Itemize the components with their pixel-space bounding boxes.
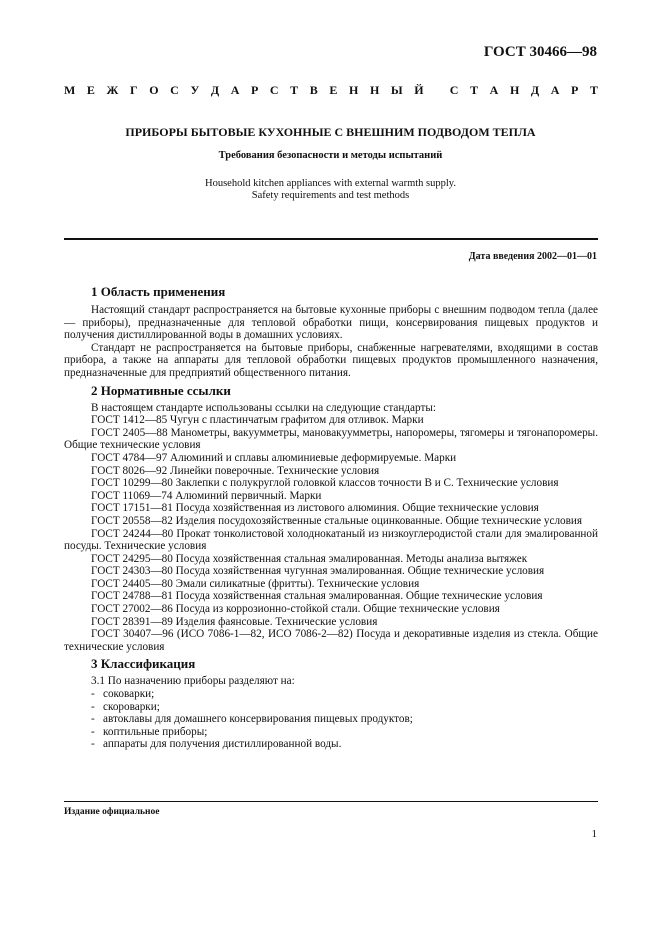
introduction-date: Дата введения 2002—01—01 (468, 251, 597, 262)
banner-letter: У (190, 83, 200, 97)
banner-letter: Р (250, 83, 259, 97)
list-dash: - (91, 700, 95, 713)
banner-letter: Н (369, 83, 380, 97)
list-dash: - (91, 725, 95, 738)
document-subtitle: Требования безопасности и методы испытаний (218, 150, 443, 161)
reference-item: ГОСТ 10299—80 Заклепки с полукруглой головкой классов точности В и С. Технические условия (91, 477, 559, 490)
banner-letter: В (309, 83, 318, 97)
document-body (64, 283, 598, 751)
banner-letter: Е (86, 83, 95, 97)
banner-letter: Р (571, 83, 579, 97)
reference-item: ГОСТ 27002—86 Посуда из коррозионно-стойкой стали. Общие технические условия (91, 603, 500, 616)
reference-item: ГОСТ 28391—89 Изделия фаянсовые. Технические условия (91, 615, 378, 628)
banner-gap (435, 83, 438, 98)
reference-item: ГОСТ 24303—80 Посуда хозяйственная чугунная эмалированная. Общие технические условия (91, 565, 545, 578)
banner-letter: Г (130, 83, 138, 97)
official-edition-label: Издание официальное (64, 807, 160, 817)
reference-item: ГОСТ 2405—88 Манометры, вакуумметры, мановакуумметры, напоромеры, тягомеры и тягонапоромеры. Общие технические условия (64, 426, 598, 452)
banner-letter: С (269, 83, 279, 97)
list-item-text: аппараты для получения дистиллированной воды. (103, 738, 342, 751)
list-item (64, 688, 598, 701)
paragraph: В настоящем стандарте использованы ссылки на следующие стандарты: (91, 401, 436, 414)
banner-letter: А (489, 83, 499, 97)
list-item-text: коптильные приборы; (103, 725, 208, 738)
banner-letter: А (230, 83, 240, 97)
paragraph: Настоящий стандарт распространяется на бытовые кухонные приборы с внешним подводом тепла (далее — приборы), предназначенные для тепловой обработки пищи, консервирования пищевых продуктов и получения дистиллированной воды в домашних условиях. (64, 304, 598, 342)
list-item-text: соковарки; (103, 688, 155, 701)
banner-letter: М (64, 83, 76, 97)
reference-item: ГОСТ 24405—80 Эмали силикатные (фритты). Технические условия (91, 577, 420, 590)
banner-letter: О (149, 83, 159, 97)
banner-letter: Д (530, 83, 540, 97)
list-item (64, 738, 598, 751)
banner-letter: Т (470, 83, 479, 97)
banner-letter: А (550, 83, 560, 97)
banner-letter: Н (349, 83, 359, 97)
page-number: 1 (591, 828, 597, 840)
banner-letter: С (170, 83, 179, 97)
section-heading-normative-references: 2 Нормативные ссылки (91, 382, 231, 398)
interstate-standard-banner (64, 83, 598, 98)
banner-letter: Д (210, 83, 220, 97)
reference-item: ГОСТ 17151—81 Посуда хозяйственная из листового алюминия. Общие технические условия (91, 502, 539, 515)
banner-letter: Ж (106, 83, 119, 97)
list-dash: - (91, 738, 95, 751)
list-dash: - (91, 713, 95, 726)
banner-letter: Е (329, 83, 338, 97)
header-divider (64, 238, 598, 240)
reference-item: ГОСТ 24244—80 Прокат тонколистовой холоднокатаный из низкоуглеродистой стали для эмалированной посуды. Технические условия (64, 527, 598, 553)
reference-item: ГОСТ 1412—85 Чугун с пластинчатым графитом для отливок. Марки (91, 414, 424, 427)
reference-item: ГОСТ 24295—80 Посуда хозяйственная стальная эмалированная. Методы анализа вытяжек (91, 552, 528, 565)
banner-letter: Й (414, 83, 424, 97)
banner-letter: С (449, 83, 459, 97)
reference-item: ГОСТ 24788—81 Посуда хозяйственная стальная эмалированная. Общие технические условия (91, 590, 543, 603)
paragraph: Стандарт не распространяется на бытовые приборы, снабженные нагревателями, входящими в состав прибора, а также на аппараты для тепловой обработки пищевых продуктов промышленного назначения, предназначенные для предприятий общественного питания. (64, 341, 598, 379)
gost-number: ГОСТ 30466—98 (483, 44, 597, 60)
section-heading-classification: 3 Классификация (91, 656, 196, 672)
reference-item: ГОСТ 8026—92 Линейки поверочные. Технические условия (91, 464, 380, 477)
english-title (0, 178, 661, 202)
banner-letter: Н (509, 83, 520, 97)
section-heading-scope: 1 Область применения (91, 284, 226, 299)
banner-letter: Т (589, 83, 598, 97)
list-item (64, 713, 598, 726)
list-dash: - (91, 688, 95, 701)
reference-item: ГОСТ 11069—74 Алюминий первичный. Марки (91, 489, 322, 502)
list-item (64, 701, 598, 714)
reference-item: ГОСТ 20558—82 Изделия посудохозяйственные стальные оцинкованные. Общие технические условия (91, 514, 583, 527)
banner-letter: Ы (390, 83, 403, 97)
banner-letter: Т (290, 83, 299, 97)
list-item-text: скороварки; (103, 700, 160, 713)
english-title-line: Household kitchen appliances with external warmth supply. (205, 178, 456, 189)
list-item-text: автоклавы для домашнего консервирования пищевых продуктов; (103, 713, 413, 726)
reference-item: ГОСТ 4784—97 Алюминий и сплавы алюминиевые деформируемые. Марки (91, 451, 457, 464)
list-item (64, 726, 598, 739)
paragraph: 3.1 По назначению приборы разделяют на: (91, 675, 295, 688)
reference-item: ГОСТ 30407—96 (ИСО 7086-1—82, ИСО 7086-2—82) Посуда и декоративные изделия из стекла. Общие технические условия (64, 628, 598, 653)
document-title: ПРИБОРЫ БЫТОВЫЕ КУХОННЫЕ С ВНЕШНИМ ПОДВОДОМ ТЕПЛА (125, 125, 536, 139)
english-title-line: Safety requirements and test methods (251, 190, 410, 201)
footer-divider (64, 801, 598, 802)
